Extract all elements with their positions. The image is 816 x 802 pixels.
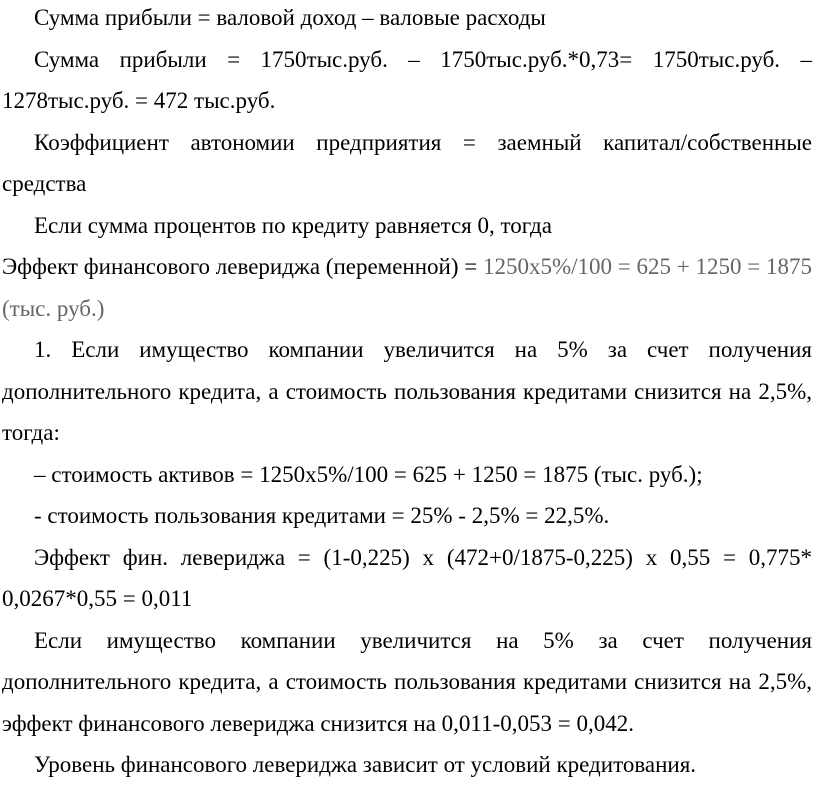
scenario-conclusion: Если имущество компании увеличится на 5% за счет получения дополнительного кредита, а стоимость пользования кредитами снизится на 2,5%, эффект финансового левериджа снизится на 0,011-0,053 = 0,042. [2, 627, 812, 736]
asset-cost-item: – стоимость активов = 1250x5%/100 = 625 + 1250 = 1875 (тыс. руб.); [34, 461, 703, 487]
leverage-effect-variable [2, 246, 812, 329]
autonomy-ratio: Коэффициент автономии предприятия = заемный капитал/собственные средства [2, 129, 812, 196]
scenario-1: 1. Если имущество компании увеличится на 5% за счет получения дополнительного кредита, а стоимость пользования кредитами снизится на 2,5%, тогда: [2, 337, 812, 445]
credit-cost-item: - стоимость пользования кредитами = 25% - 2,5% = 22,5%. [34, 503, 610, 528]
leverage-effect-label: Эффект финансового левериджа (переменной) = [2, 254, 483, 279]
profit-calculation: Сумма прибыли = 1750тыс.руб. – 1750тыс.руб.*0,73= 1750тыс.руб. – 1278тыс.руб. = 472 тыс.руб. [2, 46, 812, 113]
final-statement: Уровень финансового левериджа зависит от условий кредитования. [34, 752, 697, 777]
leverage-effect-result: Эффект фин. левериджа = (1-0,225) х (472+0/1875-0,225) х 0,55 = 0,775* 0,0267*0,55 = 0,011 [2, 544, 812, 611]
profit-formula: Сумма прибыли = валовой доход – валовые расходы [34, 5, 546, 30]
leverage-effect-calc: 1250x5%/100 = 625 + 1250 = 1875 (тыс. руб.) [2, 254, 812, 321]
zero-interest-condition: Если сумма процентов по кредиту равняется 0, тогда [34, 212, 552, 238]
